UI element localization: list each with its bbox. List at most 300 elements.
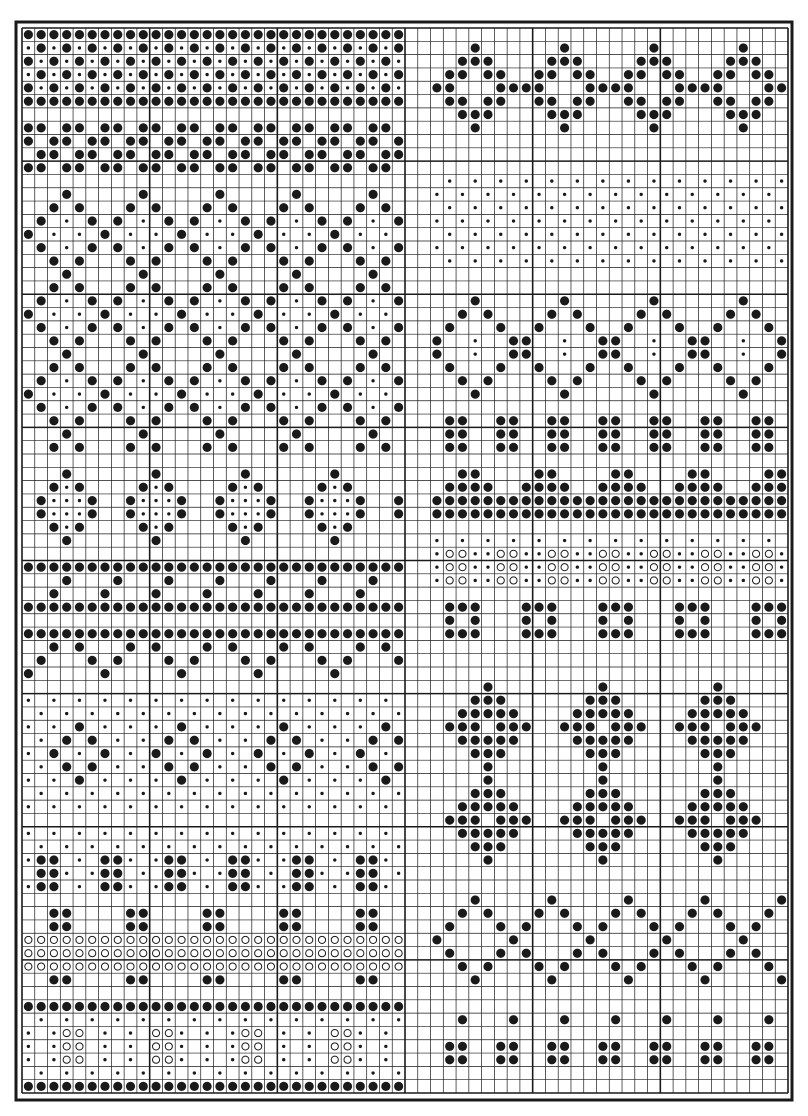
stitch-filled-dot [151,30,160,39]
stitch-filled-dot [496,1042,505,1051]
stitch-filled-dot [62,350,71,359]
stitch-filled-dot [445,323,454,332]
stitch-filled-dot [151,589,160,598]
stitch-filled-dot [241,629,250,638]
stitch-filled-dot [305,256,314,265]
stitch-filled-dot [139,190,148,199]
stitch-filled-dot [49,975,58,984]
stitch-filled-dot [662,509,671,518]
stitch-small-dot [333,885,336,888]
stitch-filled-dot [751,70,760,79]
stitch-filled-dot [266,323,275,332]
stitch-filled-dot [343,1002,352,1011]
stitch-filled-dot [317,656,326,665]
stitch-filled-dot [471,43,480,52]
stitch-filled-dot [751,97,760,106]
stitch-filled-dot [49,137,58,146]
stitch-filled-dot [573,110,582,119]
stitch-filled-dot [151,563,160,572]
stitch-filled-dot [292,270,301,279]
stitch-filled-dot [496,736,505,745]
stitch-filled-dot [190,656,199,665]
stitch-filled-dot [228,483,237,492]
stitch-filled-dot [394,137,403,146]
stitch-small-dot [359,805,362,808]
stitch-filled-dot [662,1042,671,1051]
stitch-filled-dot [100,669,109,678]
stitch-small-dot [550,179,553,182]
stitch-filled-dot [368,563,377,572]
stitch-small-dot [640,552,643,555]
stitch-filled-dot [509,429,518,438]
stitch-filled-dot [75,523,84,532]
stitch-filled-dot [75,1082,84,1091]
stitch-small-dot [588,579,591,582]
stitch-filled-dot [164,403,173,412]
stitch-filled-dot [317,629,326,638]
stitch-filled-dot [241,469,250,478]
stitch-filled-dot [24,57,33,66]
stitch-small-dot [52,778,55,781]
stitch-small-dot [588,565,591,568]
stitch-small-dot [563,219,566,222]
stitch-filled-dot [126,416,135,425]
stitch-filled-dot [356,882,365,891]
stitch-filled-dot [624,895,633,904]
stitch-filled-dot [190,1002,199,1011]
stitch-filled-dot [688,496,697,505]
stitch-small-dot [129,1031,132,1034]
stitch-filled-dot [254,97,263,106]
stitch-small-dot [167,792,170,795]
stitch-small-dot [27,699,30,702]
stitch-small-dot [231,699,234,702]
stitch-filled-dot [75,123,84,132]
stitch-filled-dot [368,190,377,199]
stitch-filled-dot [292,1082,301,1091]
stitch-filled-dot [305,83,314,92]
stitch-filled-dot [203,749,212,758]
stitch-filled-dot [471,895,480,904]
stitch-small-dot [371,712,374,715]
stitch-filled-dot [739,802,748,811]
stitch-filled-dot [292,30,301,39]
stitch-filled-dot [203,602,212,611]
stitch-filled-dot [700,815,709,824]
stitch-filled-dot [279,363,288,372]
stitch-filled-dot [560,962,569,971]
stitch-filled-dot [215,70,224,79]
stitch-filled-dot [598,789,607,798]
stitch-filled-dot [100,97,109,106]
stitch-filled-dot [739,43,748,52]
stitch-filled-dot [330,602,339,611]
stitch-filled-dot [649,949,658,958]
stitch-filled-dot [611,629,620,638]
stitch-small-dot [308,233,311,236]
stitch-filled-dot [381,443,390,452]
stitch-filled-dot [49,83,58,92]
stitch-small-dot [218,872,221,875]
stitch-filled-dot [458,469,467,478]
stitch-filled-dot [522,949,531,958]
stitch-filled-dot [241,43,250,52]
stitch-filled-dot [726,709,735,718]
stitch-filled-dot [381,283,390,292]
stitch-filled-dot [241,855,250,864]
stitch-small-dot [346,1071,349,1074]
stitch-filled-dot [764,602,773,611]
stitch-filled-dot [713,443,722,452]
stitch-small-dot [703,233,706,236]
stitch-small-dot [525,552,528,555]
stitch-filled-dot [305,855,314,864]
stitch-small-dot [205,805,208,808]
stitch-filled-dot [381,776,390,785]
stitch-filled-dot [113,43,122,52]
stitch-small-dot [27,1031,30,1034]
stitch-filled-dot [292,563,301,572]
stitch-filled-dot [432,350,441,359]
stitch-filled-dot [496,815,505,824]
stitch-small-dot [231,46,234,49]
stitch-small-dot [384,313,387,316]
stitch-small-dot [257,725,260,728]
stitch-small-dot [754,259,757,262]
stitch-filled-dot [292,350,301,359]
stitch-small-dot [359,832,362,835]
stitch-filled-dot [726,736,735,745]
stitch-small-dot [231,832,234,835]
stitch-filled-dot [190,403,199,412]
stitch-small-dot [627,206,630,209]
stitch-filled-dot [215,97,224,106]
stitch-filled-dot [228,416,237,425]
stitch-small-dot [269,845,272,848]
stitch-filled-dot [177,669,186,678]
stitch-filled-dot [330,536,339,545]
stitch-small-dot [180,805,183,808]
stitch-filled-dot [751,496,760,505]
stitch-filled-dot [62,123,71,132]
stitch-filled-dot [458,443,467,452]
stitch-small-dot [218,379,221,382]
stitch-filled-dot [534,469,543,478]
stitch-filled-dot [113,97,122,106]
stitch-filled-dot [317,602,326,611]
stitch-filled-dot [356,1002,365,1011]
stitch-filled-dot [305,416,314,425]
stitch-filled-dot [113,123,122,132]
stitch-filled-dot [343,43,352,52]
stitch-filled-dot [151,363,160,372]
stitch-filled-dot [700,483,709,492]
stitch-filled-dot [24,669,33,678]
stitch-small-dot [65,326,68,329]
stitch-filled-dot [164,855,173,864]
stitch-filled-dot [726,842,735,851]
stitch-small-dot [116,712,119,715]
stitch-small-dot [384,832,387,835]
stitch-small-dot [231,392,234,395]
stitch-small-dot [39,60,42,63]
stitch-filled-dot [139,1002,148,1011]
stitch-filled-dot [215,350,224,359]
stitch-filled-dot [126,975,135,984]
stitch-small-dot [703,259,706,262]
stitch-filled-dot [49,1082,58,1091]
stitch-small-dot [244,526,247,529]
stitch-filled-dot [343,602,352,611]
stitch-filled-dot [126,1082,135,1091]
stitch-filled-dot [611,602,620,611]
stitch-filled-dot [49,523,58,532]
stitch-filled-dot [88,43,97,52]
stitch-filled-dot [254,749,263,758]
stitch-filled-dot [228,882,237,891]
stitch-filled-dot [394,656,403,665]
stitch-small-dot [91,872,94,875]
stitch-small-dot [52,392,55,395]
stitch-filled-dot [675,722,684,731]
stitch-small-dot [103,778,106,781]
stitch-filled-dot [560,483,569,492]
stitch-small-dot [320,792,323,795]
stitch-filled-dot [394,296,403,305]
stitch-filled-dot [713,776,722,785]
stitch-filled-dot [75,150,84,159]
stitch-filled-dot [228,123,237,132]
stitch-filled-dot [266,1002,275,1011]
stitch-small-dot [461,246,464,249]
stitch-small-dot [371,299,374,302]
stitch-filled-dot [113,70,122,79]
stitch-filled-dot [368,97,377,106]
stitch-filled-dot [266,576,275,585]
stitch-filled-dot [37,243,46,252]
stitch-small-dot [614,246,617,249]
stitch-filled-dot [151,642,160,651]
stitch-filled-dot [139,429,148,438]
stitch-filled-dot [164,523,173,532]
stitch-filled-dot [330,163,339,172]
stitch-filled-dot [62,736,71,745]
stitch-filled-dot [726,722,735,731]
stitch-filled-dot [343,30,352,39]
stitch-small-dot [103,1045,106,1048]
stitch-small-dot [52,832,55,835]
stitch-small-dot [142,219,145,222]
stitch-filled-dot [713,762,722,771]
stitch-small-dot [154,526,157,529]
stitch-filled-dot [458,1042,467,1051]
stitch-small-dot [180,1058,183,1061]
stitch-small-dot [142,60,145,63]
stitch-filled-dot [49,443,58,452]
stitch-filled-dot [458,416,467,425]
stitch-small-dot [142,712,145,715]
stitch-filled-dot [368,137,377,146]
stitch-filled-dot [75,83,84,92]
stitch-small-dot [244,845,247,848]
stitch-filled-dot [496,416,505,425]
stitch-small-dot [678,233,681,236]
stitch-filled-dot [228,203,237,212]
stitch-filled-dot [368,70,377,79]
stitch-filled-dot [203,589,212,598]
stitch-small-dot [231,512,234,515]
stitch-filled-dot [649,389,658,398]
stitch-filled-dot [100,30,109,39]
stitch-small-dot [474,206,477,209]
stitch-filled-dot [624,975,633,984]
stitch-small-dot [588,193,591,196]
stitch-small-dot [282,699,285,702]
stitch-filled-dot [700,416,709,425]
stitch-filled-dot [100,563,109,572]
stitch-filled-dot [560,43,569,52]
stitch-small-dot [65,526,68,529]
stitch-filled-dot [203,137,212,146]
stitch-filled-dot [356,1082,365,1091]
stitch-filled-dot [62,1082,71,1091]
stitch-filled-dot [534,602,543,611]
stitch-small-dot [78,858,81,861]
stitch-filled-dot [62,1002,71,1011]
stitch-filled-dot [598,709,607,718]
stitch-small-dot [129,73,132,76]
stitch-small-dot [52,46,55,49]
stitch-filled-dot [471,842,480,851]
stitch-filled-dot [496,749,505,758]
stitch-small-dot [205,1058,208,1061]
stitch-filled-dot [215,30,224,39]
stitch-small-dot [244,1018,247,1021]
stitch-filled-dot [190,70,199,79]
stitch-filled-dot [139,123,148,132]
stitch-filled-dot [483,97,492,106]
stitch-small-dot [359,1058,362,1061]
stitch-filled-dot [356,563,365,572]
stitch-small-dot [397,60,400,63]
stitch-filled-dot [751,110,760,119]
stitch-small-dot [218,86,221,89]
stitch-filled-dot [739,815,748,824]
stitch-filled-dot [305,882,314,891]
stitch-filled-dot [356,150,365,159]
stitch-filled-dot [700,336,709,345]
stitch-filled-dot [534,509,543,518]
stitch-filled-dot [764,909,773,918]
stitch-filled-dot [777,509,786,518]
stitch-filled-dot [62,43,71,52]
stitch-filled-dot [381,602,390,611]
stitch-filled-dot [713,70,722,79]
stitch-filled-dot [37,869,46,878]
stitch-filled-dot [368,123,377,132]
stitch-filled-dot [713,962,722,971]
stitch-small-dot [244,499,247,502]
stitch-filled-dot [649,1055,658,1064]
stitch-filled-dot [305,363,314,372]
stitch-filled-dot [292,629,301,638]
stitch-small-dot [729,206,732,209]
stitch-filled-dot [496,323,505,332]
stitch-filled-dot [739,509,748,518]
stitch-filled-dot [37,403,46,412]
stitch-filled-dot [483,57,492,66]
stitch-filled-dot [266,629,275,638]
stitch-filled-dot [739,829,748,838]
stitch-filled-dot [62,629,71,638]
stitch-filled-dot [151,150,160,159]
stitch-small-dot [167,86,170,89]
stitch-filled-dot [190,123,199,132]
stitch-filled-dot [586,935,595,944]
stitch-filled-dot [164,563,173,572]
stitch-filled-dot [241,216,250,225]
stitch-filled-dot [483,909,492,918]
stitch-small-dot [308,778,311,781]
stitch-small-dot [435,552,438,555]
stitch-filled-dot [726,97,735,106]
stitch-filled-dot [215,602,224,611]
stitch-filled-dot [37,97,46,106]
stitch-filled-dot [228,150,237,159]
stitch-filled-dot [611,1015,620,1024]
stitch-filled-dot [637,97,646,106]
stitch-filled-dot [381,30,390,39]
stitch-small-dot [448,179,451,182]
stitch-small-dot [742,552,745,555]
stitch-filled-dot [126,336,135,345]
stitch-filled-dot [688,722,697,731]
stitch-small-dot [244,512,247,515]
stitch-filled-dot [100,1082,109,1091]
stitch-small-dot [678,565,681,568]
stitch-filled-dot [100,83,109,92]
stitch-filled-dot [75,363,84,372]
stitch-filled-dot [113,1002,122,1011]
stitch-filled-dot [764,469,773,478]
stitch-filled-dot [151,163,160,172]
stitch-filled-dot [75,163,84,172]
stitch-small-dot [154,73,157,76]
stitch-small-dot [652,339,655,342]
stitch-filled-dot [764,483,773,492]
stitch-filled-dot [471,815,480,824]
stitch-filled-dot [139,97,148,106]
stitch-small-dot [308,699,311,702]
stitch-filled-dot [726,829,735,838]
stitch-filled-dot [113,1082,122,1091]
stitch-small-dot [359,46,362,49]
stitch-small-dot [257,512,260,515]
stitch-small-dot [384,885,387,888]
stitch-small-dot [269,792,272,795]
stitch-filled-dot [662,1055,671,1064]
stitch-filled-dot [598,509,607,518]
stitch-filled-dot [649,922,658,931]
stitch-filled-dot [292,882,301,891]
stitch-filled-dot [522,496,531,505]
stitch-filled-dot [151,1002,160,1011]
stitch-filled-dot [611,350,620,359]
stitch-filled-dot [37,150,46,159]
stitch-filled-dot [139,70,148,79]
stitch-filled-dot [126,283,135,292]
stitch-filled-dot [368,922,377,931]
